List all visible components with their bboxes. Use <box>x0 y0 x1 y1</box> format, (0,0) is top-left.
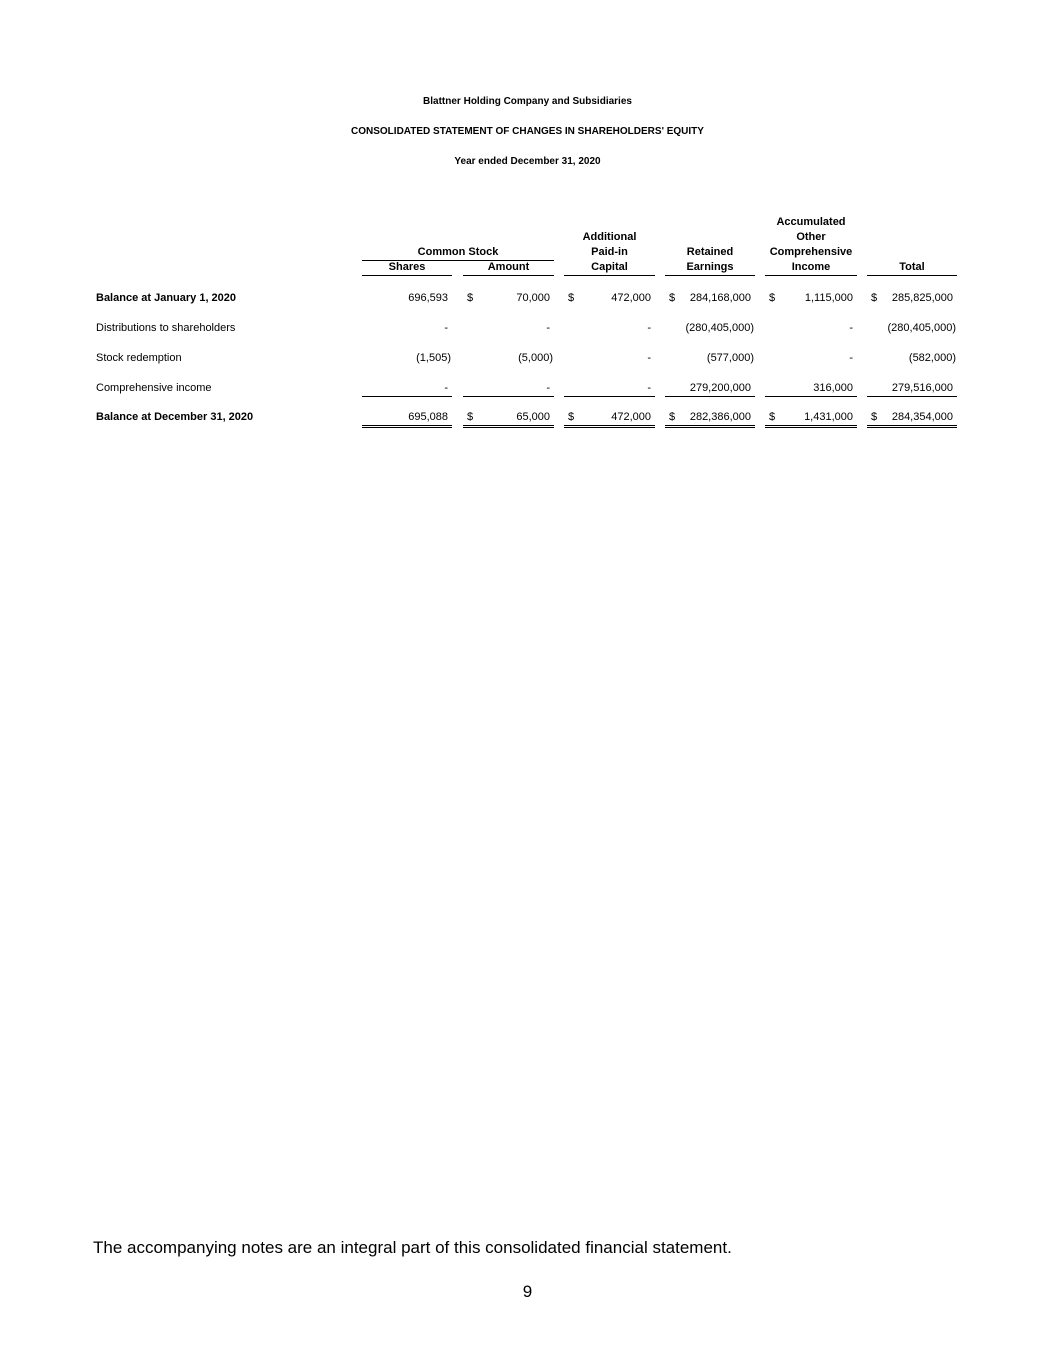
cell-amount <box>463 410 554 428</box>
cell-value: (280,405,000) <box>685 322 754 334</box>
currency-symbol: $ <box>871 292 878 304</box>
cell-apic <box>564 321 655 336</box>
cell-retained <box>665 381 755 397</box>
row-label-comprehensive-income: Comprehensive income <box>96 382 212 394</box>
cell-value: (582,000) <box>908 352 956 364</box>
common-stock-group-header: Common Stock <box>362 245 554 261</box>
row-label-stock-redemption: Stock redemption <box>96 352 182 364</box>
aoci-header-line2: Other <box>796 231 826 243</box>
currency-symbol: $ <box>871 411 878 423</box>
cell-shares <box>362 381 452 397</box>
cell-shares <box>362 291 452 306</box>
cell-retained <box>665 291 755 306</box>
cell-value: - <box>849 322 853 334</box>
cell-aoci <box>765 321 857 336</box>
currency-symbol: $ <box>769 411 776 423</box>
apic-column-header-line3: Capital <box>564 260 655 276</box>
cell-shares <box>362 321 452 336</box>
currency-symbol: $ <box>769 292 776 304</box>
cell-value: - <box>849 352 853 364</box>
company-name: Blattner Holding Company and Subsidiaries <box>423 96 632 107</box>
cell-value: - <box>647 382 651 394</box>
total-column-header: Total <box>867 260 957 276</box>
cell-value: 279,200,000 <box>689 382 751 394</box>
page-number: 9 <box>522 1282 533 1301</box>
cell-total <box>867 410 957 428</box>
cell-value: 695,088 <box>408 411 448 423</box>
aoci-header-line4: Income <box>765 260 857 276</box>
cell-value: (1,505) <box>416 352 451 364</box>
cell-value: 284,168,000 <box>689 292 751 304</box>
cell-value: - <box>647 352 651 364</box>
footnote: The accompanying notes are an integral part of this consolidated financial statement. <box>93 1238 732 1257</box>
amount-column-header: Amount <box>463 260 554 276</box>
cell-retained <box>665 410 755 428</box>
row-label-distributions: Distributions to shareholders <box>96 322 236 334</box>
row-label-balance-jan: Balance at January 1, 2020 <box>96 292 237 304</box>
cell-value: (577,000) <box>706 352 754 364</box>
cell-value: - <box>647 322 651 334</box>
cell-value: 70,000 <box>516 292 550 304</box>
cell-total <box>867 321 957 336</box>
statement-period: Year ended December 31, 2020 <box>454 156 601 167</box>
cell-value: - <box>444 322 448 334</box>
currency-symbol: $ <box>467 411 474 423</box>
cell-apic <box>564 410 655 428</box>
cell-value: 279,516,000 <box>891 382 953 394</box>
cell-apic <box>564 381 655 397</box>
cell-value: 284,354,000 <box>891 411 953 423</box>
cell-apic <box>564 291 655 306</box>
cell-shares <box>362 410 452 428</box>
cell-value: 1,115,000 <box>804 292 853 304</box>
cell-value: (280,405,000) <box>887 322 956 334</box>
cell-value: 285,825,000 <box>891 292 953 304</box>
cell-aoci <box>765 351 857 366</box>
cell-aoci <box>765 291 857 306</box>
cell-value: - <box>546 322 550 334</box>
cell-value: 1,431,000 <box>804 411 853 423</box>
cell-value: 316,000 <box>813 382 853 394</box>
apic-column-header-line2: Paid-in <box>591 246 628 258</box>
cell-total <box>867 291 957 306</box>
cell-amount <box>463 351 554 366</box>
cell-total <box>867 381 957 397</box>
cell-value: - <box>546 382 550 394</box>
cell-shares <box>362 351 452 366</box>
retained-earnings-header-line2: Earnings <box>665 260 755 276</box>
cell-retained <box>665 351 755 366</box>
cell-apic <box>564 351 655 366</box>
cell-total <box>867 351 957 366</box>
currency-symbol: $ <box>669 292 676 304</box>
retained-earnings-header-line1: Retained <box>686 246 734 258</box>
cell-aoci <box>765 410 857 428</box>
currency-symbol: $ <box>467 292 474 304</box>
cell-retained <box>665 321 755 336</box>
cell-amount <box>463 381 554 397</box>
currency-symbol: $ <box>568 292 575 304</box>
aoci-header-line1: Accumulated <box>776 216 846 228</box>
cell-amount <box>463 321 554 336</box>
cell-value: 472,000 <box>611 292 651 304</box>
cell-value: 472,000 <box>611 411 651 423</box>
currency-symbol: $ <box>568 411 575 423</box>
cell-value: (5,000) <box>518 352 553 364</box>
cell-aoci <box>765 381 857 397</box>
currency-symbol: $ <box>669 411 676 423</box>
cell-value: - <box>444 382 448 394</box>
cell-value: 696,593 <box>408 292 448 304</box>
apic-column-header-line1: Additional <box>582 231 637 243</box>
shares-column-header: Shares <box>362 260 452 276</box>
statement-title: CONSOLIDATED STATEMENT OF CHANGES IN SHAREHOLDERS' EQUITY <box>351 126 704 137</box>
aoci-header-line3: Comprehensive <box>769 246 853 258</box>
cell-amount <box>463 291 554 306</box>
row-label-balance-dec: Balance at December 31, 2020 <box>96 411 254 423</box>
cell-value: 282,386,000 <box>689 411 751 423</box>
cell-value: 65,000 <box>516 411 550 423</box>
